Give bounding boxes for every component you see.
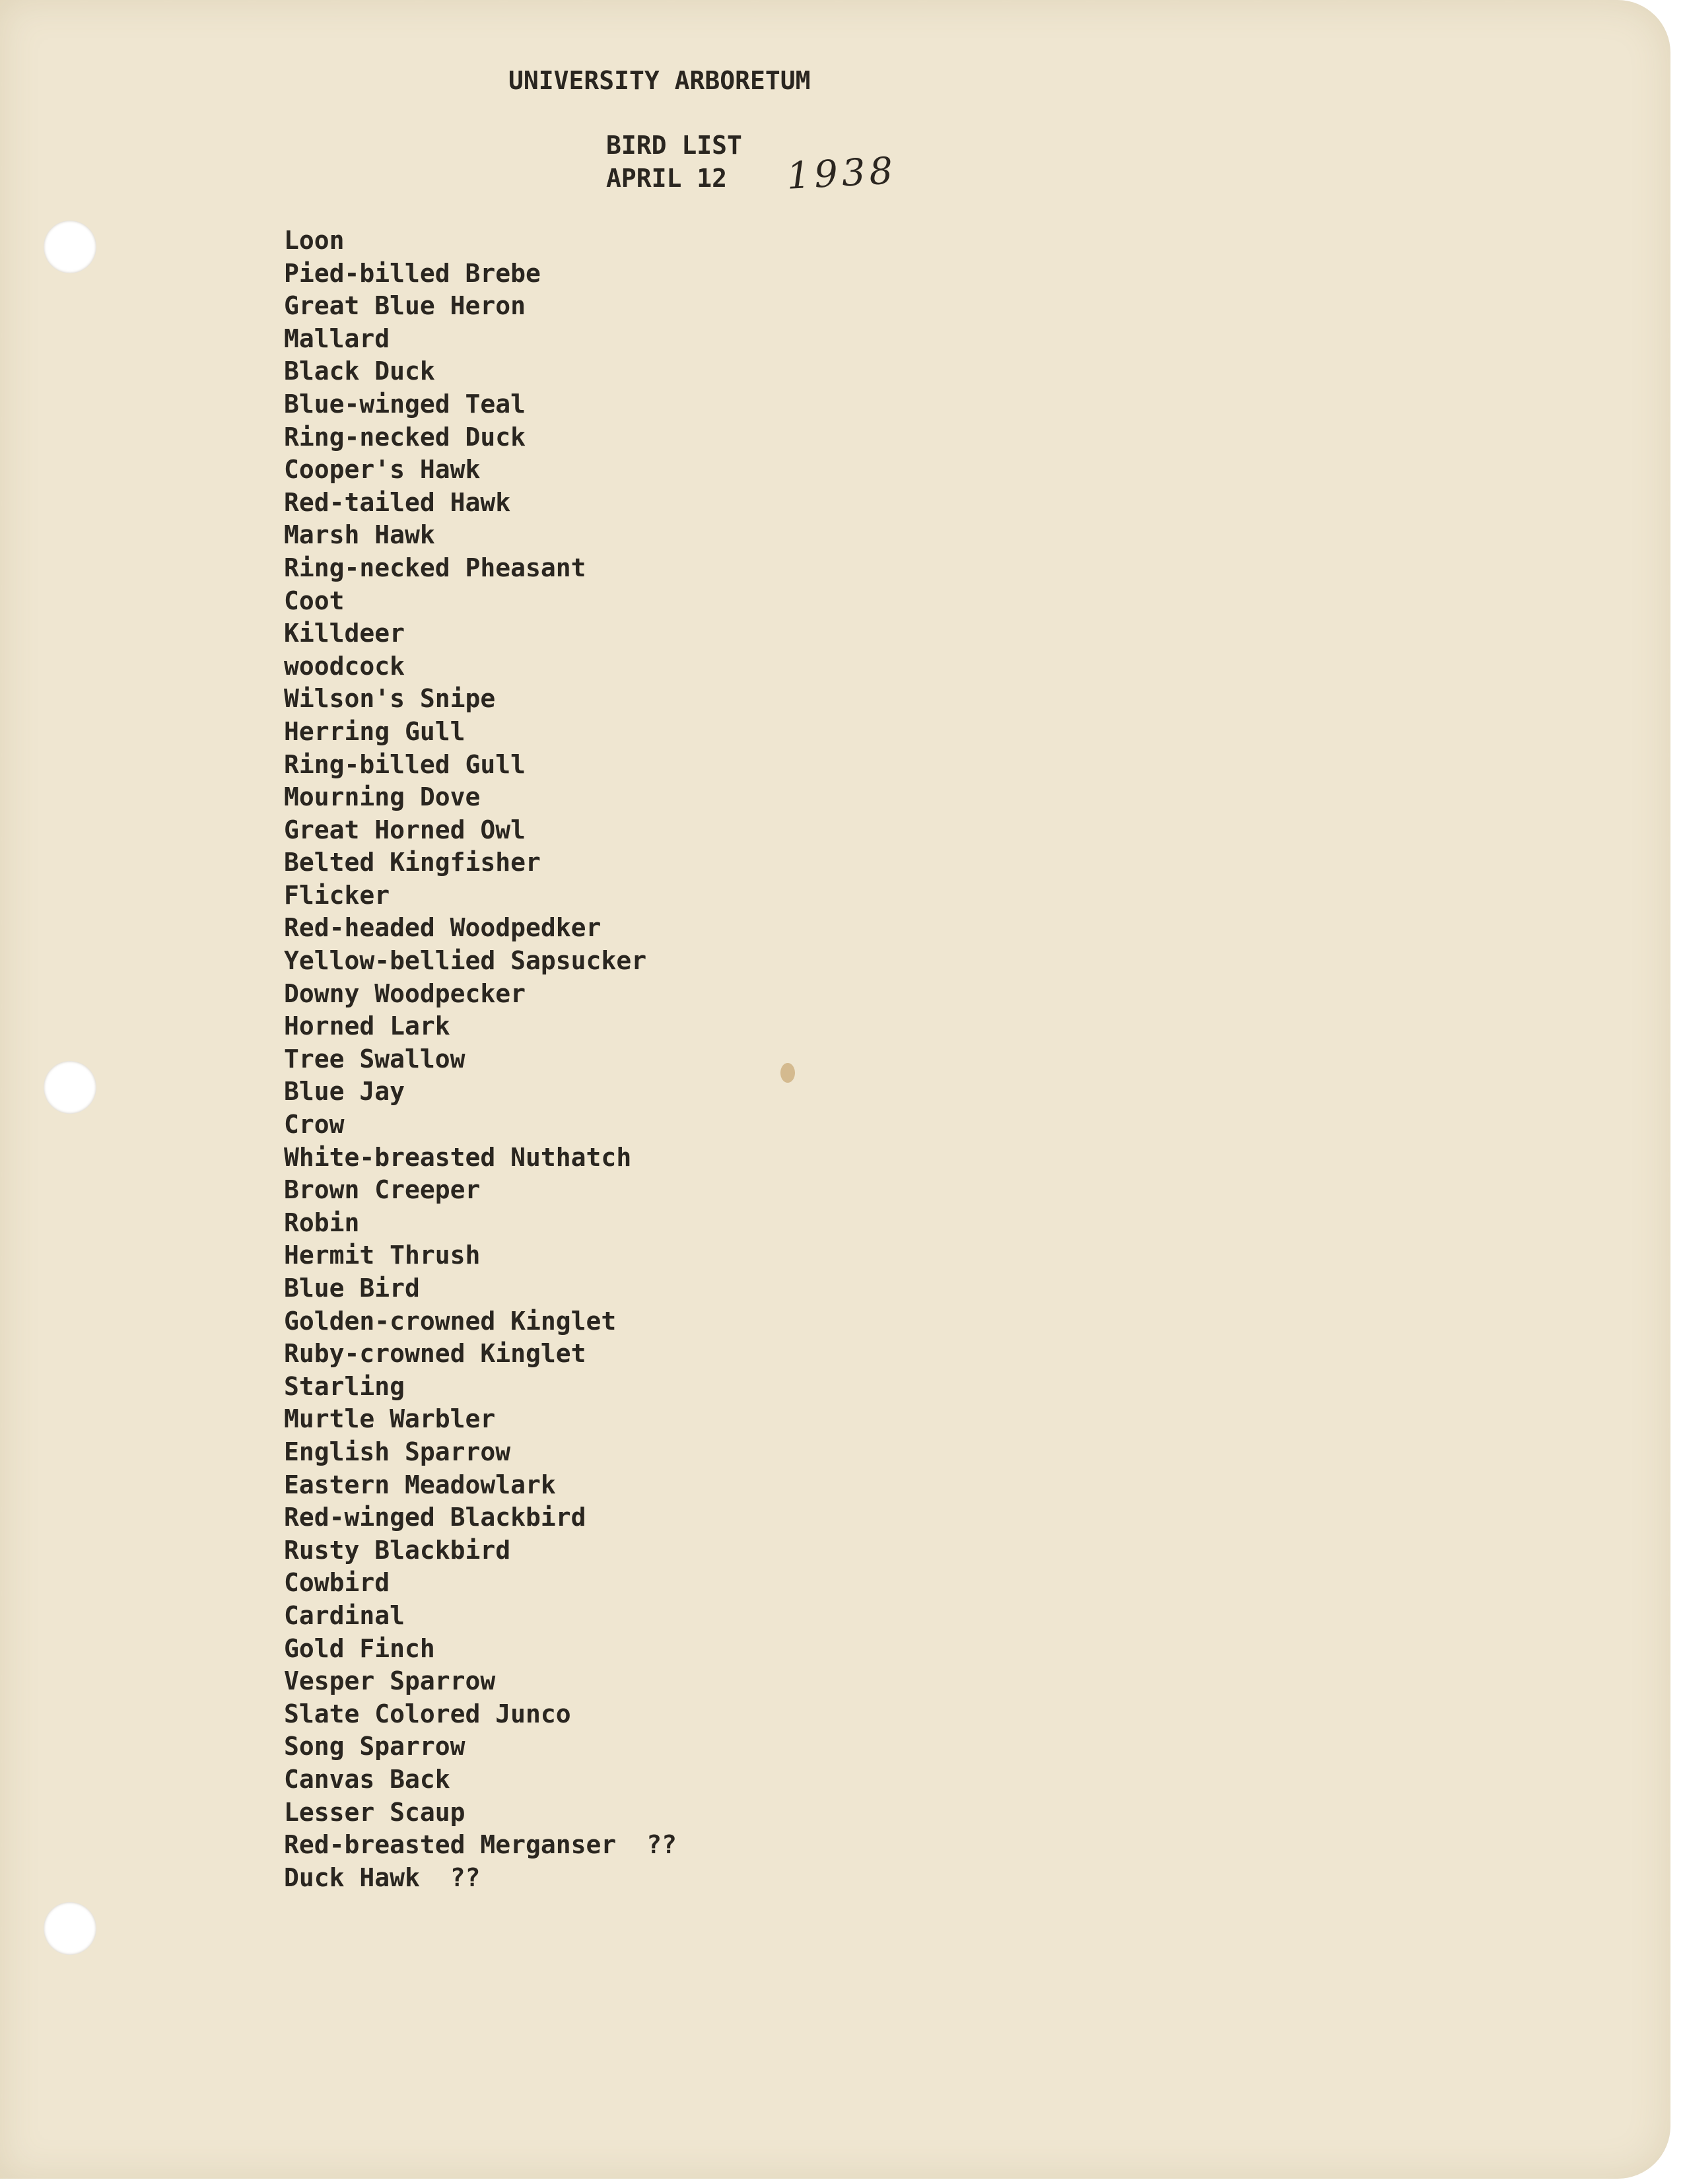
bird-list-item: Song Sparrow — [284, 1732, 465, 1761]
bird-list-item: Horned Lark — [284, 1011, 450, 1041]
punch-hole-middle — [44, 1061, 96, 1114]
bird-list-item: Great Horned Owl — [284, 815, 526, 844]
bird-list-item: White-breasted Nuthatch — [284, 1142, 632, 1172]
bird-list-item: Red-tailed Hawk — [284, 487, 511, 517]
bird-list-item: Red-headed Woodpedker — [284, 913, 602, 943]
bird-list-item: Red-winged Blackbird — [284, 1503, 586, 1532]
bird-list-item: Ring-billed Gull — [284, 749, 526, 779]
punch-hole-bottom — [44, 1902, 96, 1955]
bird-list-item: Blue Bird — [284, 1274, 420, 1303]
bird-list-item: Killdeer — [284, 619, 405, 648]
bird-list-item: Belted Kingfisher — [284, 848, 541, 877]
bird-list-item: Cowbird — [284, 1568, 390, 1598]
bird-list-item: Marsh Hawk — [284, 520, 435, 550]
list-heading — [606, 129, 742, 195]
bird-list-item: Black Duck — [284, 357, 435, 386]
bird-list-item: Blue-winged Teal — [284, 389, 526, 419]
bird-list-item: Murtle Warbler — [284, 1404, 496, 1434]
bird-list-item: Cardinal — [284, 1600, 405, 1630]
bird-list-item: Coot — [284, 586, 345, 615]
bird-list-item: Pied-billed Brebe — [284, 258, 541, 288]
bird-list-item: Eastern Meadowlark — [284, 1470, 556, 1499]
bird-list-item: Loon — [284, 226, 345, 255]
bird-list-item: Vesper Sparrow — [284, 1666, 496, 1696]
bird-list-item: woodcock — [284, 651, 405, 681]
paper-stain — [780, 1063, 795, 1083]
bird-list-item: Downy Woodpecker — [284, 978, 526, 1008]
bird-list-item: Great Blue Heron — [284, 291, 526, 321]
bird-list-item: Herring Gull — [284, 716, 465, 746]
bird-list-item: Duck Hawk ?? — [284, 1862, 481, 1892]
bird-list — [284, 224, 677, 1894]
bird-list-item: Slate Colored Junco — [284, 1699, 571, 1728]
bird-list-item: Blue Jay — [284, 1077, 405, 1107]
institution-heading: UNIVERSITY ARBORETUM — [508, 66, 811, 95]
bird-list-item: Crow — [284, 1110, 345, 1140]
bird-list-item: Robin — [284, 1208, 360, 1237]
punch-hole-top — [44, 221, 96, 273]
bird-list-item: Ruby-crowned Kinglet — [284, 1339, 586, 1369]
bird-list-item: Canvas Back — [284, 1764, 450, 1794]
bird-list-item: Yellow-bellied Sapsucker — [284, 946, 647, 976]
list-title: BIRD LIST — [606, 131, 742, 160]
bird-list-item: Rusty Blackbird — [284, 1535, 511, 1565]
bird-list-item: Cooper's Hawk — [284, 455, 481, 485]
bird-list-item: Gold Finch — [284, 1633, 435, 1663]
bird-list-item: Mallard — [284, 324, 390, 353]
bird-list-item: Red-breasted Merganser ?? — [284, 1830, 677, 1860]
bird-list-item: Mourning Dove — [284, 782, 481, 812]
bird-list-item: Golden-crowned Kinglet — [284, 1306, 617, 1336]
bird-list-item: Flicker — [284, 880, 390, 910]
bird-list-item: Lesser Scaup — [284, 1797, 465, 1827]
bird-list-item: Tree Swallow — [284, 1044, 465, 1074]
bird-list-item: English Sparrow — [284, 1437, 511, 1466]
handwritten-year: 1938 — [786, 149, 898, 198]
bird-list-item: Ring-necked Duck — [284, 422, 526, 452]
bird-list-item: Wilson's Snipe — [284, 684, 496, 714]
bird-list-item: Starling — [284, 1371, 405, 1401]
list-date: APRIL 12 — [606, 164, 728, 193]
bird-list-item: Brown Creeper — [284, 1175, 481, 1205]
bird-list-item: Ring-necked Pheasant — [284, 553, 586, 582]
bird-list-item: Hermit Thrush — [284, 1241, 481, 1270]
